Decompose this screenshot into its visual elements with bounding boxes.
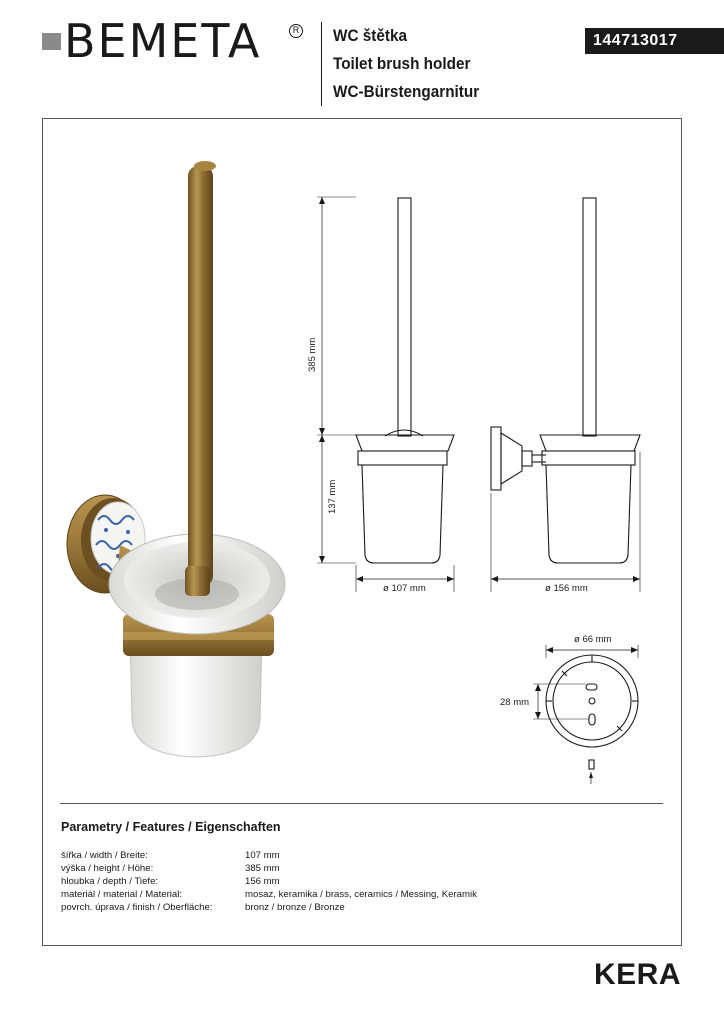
param-label-width: šířka / width / Breite: <box>61 850 148 861</box>
param-value-height: 385 mm <box>245 863 280 874</box>
container-height-label: 137 mm <box>327 479 338 514</box>
param-label-height: výška / height / Höhe: <box>61 863 154 874</box>
param-value-width: 107 mm <box>245 850 280 861</box>
registered-mark: R <box>289 24 303 38</box>
params-divider <box>60 803 663 804</box>
front-width-label: ø 107 mm <box>383 583 426 594</box>
base-diameter-label: ø 66 mm <box>574 634 612 645</box>
side-depth-label: ø 156 mm <box>545 583 588 594</box>
param-label-finish: povrch. úprava / finish / Oberfläche: <box>61 902 213 913</box>
title-czech: WC štětka <box>333 26 407 45</box>
title-english: Toilet brush holder <box>333 54 471 73</box>
hole-spacing-label: 28 mm <box>500 697 530 708</box>
height-dimension-label: 385 mm <box>307 337 318 372</box>
param-value-depth: 156 mm <box>245 876 280 887</box>
param-label-depth: hloubka / depth / Tiefe: <box>61 876 159 887</box>
side-view-drawing <box>491 198 640 592</box>
wall-plate-drawing <box>533 645 638 784</box>
params-heading: Parametry / Features / Eigenschaften <box>61 820 281 834</box>
series-name: KERA <box>594 958 682 991</box>
param-label-material: materiál / material / Material: <box>61 889 183 900</box>
front-view-drawing <box>317 197 454 592</box>
front-view-arrows <box>319 197 454 582</box>
product-illustration <box>67 161 285 757</box>
brand-logo: BEMETA <box>64 14 262 68</box>
product-code-badge: 144713017 <box>585 28 724 54</box>
param-value-material: mosaz, keramika / brass, ceramics / Messing, Keramik <box>245 889 477 900</box>
title-german: WC-Bürstengarnitur <box>333 82 480 101</box>
param-value-finish: bronz / bronze / Bronze <box>245 902 345 913</box>
